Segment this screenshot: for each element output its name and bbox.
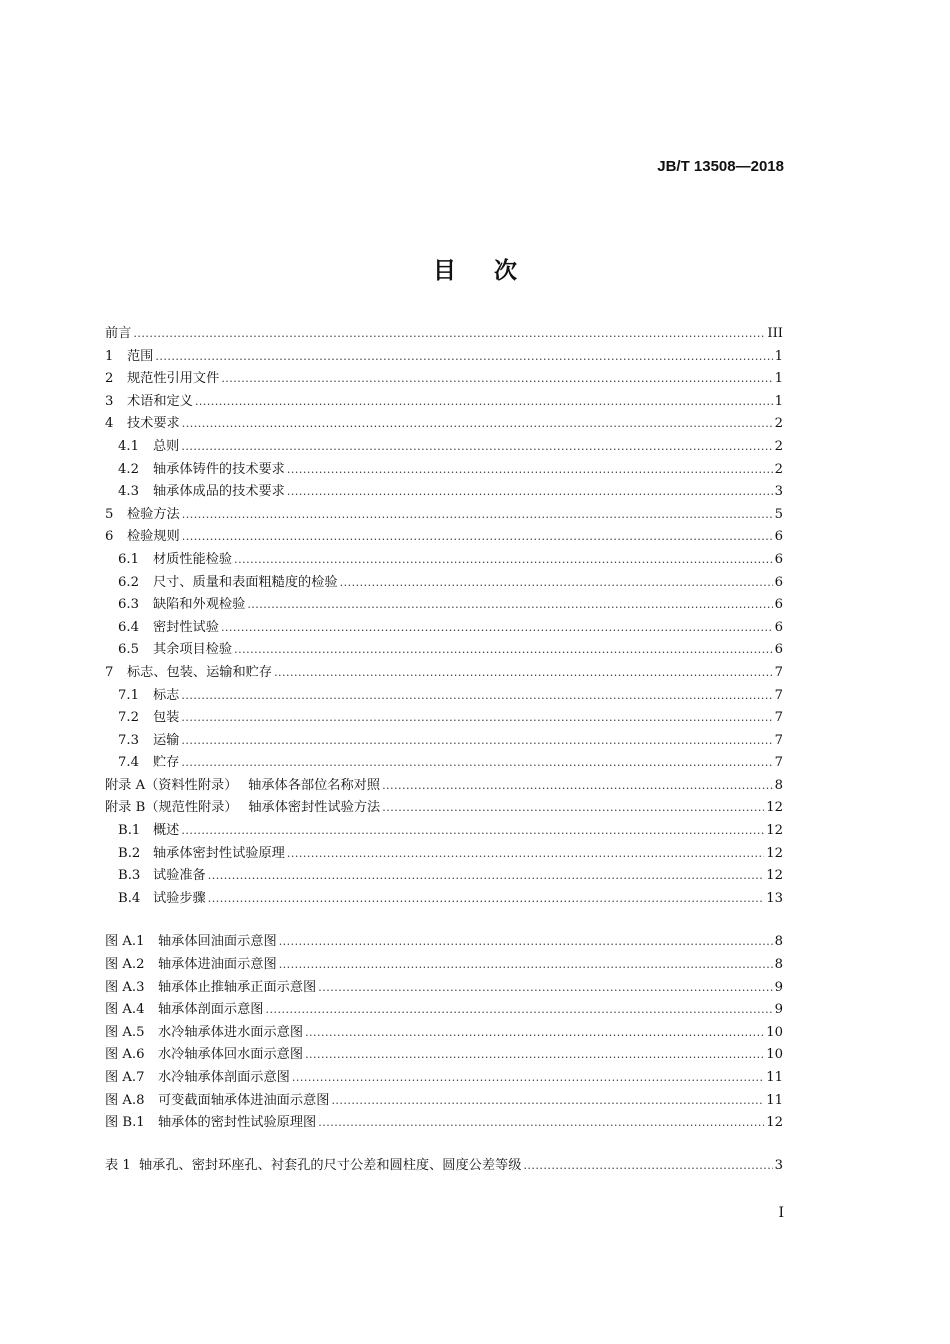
toc-entry-title: 尺寸、质量和表面粗糙度的检验: [153, 574, 338, 590]
dot-leader: [274, 662, 773, 685]
toc-entry-title: 标志、包装、运输和贮存: [127, 664, 273, 680]
toc-entry-title: 轴承体铸件的技术要求: [153, 461, 285, 477]
toc-entry-number: B.2: [118, 845, 141, 861]
dot-leader: [305, 1022, 764, 1045]
toc-entry-number: 6.1: [118, 551, 139, 567]
figures-entry[interactable]: [105, 1067, 783, 1090]
figures-entry[interactable]: [105, 1044, 783, 1067]
toc-entry-number: 6: [105, 529, 114, 545]
toc-entry[interactable]: [105, 368, 783, 391]
dot-leader: [523, 1155, 772, 1178]
figures-entry-page: 10: [766, 1024, 783, 1040]
figures-entry-page: 12: [766, 1115, 783, 1131]
toc-entry-page: 2: [774, 438, 783, 454]
toc-entry-page: 6: [774, 642, 783, 658]
toc-entry-page: 7: [774, 755, 783, 771]
figures-entry-page: 8: [774, 957, 783, 973]
figures-entry-title: 可变截面轴承体进油面示意图: [158, 1092, 330, 1108]
toc-entry[interactable]: [105, 685, 783, 708]
toc-entry[interactable]: [105, 481, 783, 504]
toc-entry-number: B.1: [118, 823, 141, 839]
toc-entry[interactable]: [105, 865, 783, 888]
toc-entry[interactable]: [105, 797, 783, 820]
dot-leader: [221, 368, 772, 391]
toc-entry-page: 1: [774, 393, 783, 409]
toc-entry-number: 1: [105, 348, 114, 364]
toc-entry-number: 4: [105, 416, 114, 432]
toc-entry-title: 概述: [153, 823, 180, 839]
toc-entry-page: 7: [774, 710, 783, 726]
toc-entry-number: 4.2: [118, 461, 139, 477]
toc-entry[interactable]: [105, 639, 783, 662]
toc-entry-title: 技术要求: [127, 416, 180, 432]
toc-entry-title: 附录 B（规范性附录） 轴承体密封性试验方法: [105, 800, 381, 816]
dot-leader: [318, 1112, 764, 1135]
toc-entry-number: 7: [105, 664, 114, 680]
toc-entry[interactable]: [105, 549, 783, 572]
figures-entry[interactable]: [105, 954, 783, 977]
standard-number: JB/T 13508—2018: [657, 158, 784, 175]
toc-entry-title: 轴承体密封性试验原理: [153, 845, 285, 861]
toc-entry-page: 12: [766, 845, 783, 861]
toc-entry-number: 6.3: [118, 597, 139, 613]
dot-leader: [287, 481, 773, 504]
figures-entry-number: 图 A.6: [105, 1047, 145, 1063]
toc-entry[interactable]: [105, 526, 783, 549]
toc-entry[interactable]: [105, 707, 783, 730]
dot-leader: [133, 323, 765, 346]
figures-entry-number: 图 A.1: [105, 934, 145, 950]
tables-entry-title: 轴承孔、密封环座孔、衬套孔的尺寸公差和圆柱度、圆度公差等级: [139, 1157, 522, 1173]
toc-entry-page: 7: [774, 732, 783, 748]
toc-entry-number: 2: [105, 371, 114, 387]
page-title: 目次: [433, 258, 555, 284]
dot-leader: [195, 391, 773, 414]
toc-entry-page: 2: [774, 416, 783, 432]
figures-entry-number: 图 B.1: [105, 1115, 145, 1131]
dot-leader: [181, 685, 772, 708]
toc-entry-page: 7: [774, 687, 783, 703]
dot-leader: [181, 707, 772, 730]
dot-leader: [181, 730, 772, 753]
tables-entry-page: 3: [774, 1157, 783, 1173]
toc-entry[interactable]: [105, 413, 783, 436]
toc-entry-title: 总则: [153, 438, 180, 454]
figures-entry[interactable]: [105, 977, 783, 1000]
toc-entry-title: 轴承体成品的技术要求: [153, 484, 285, 500]
figures-entry-title: 轴承体进油面示意图: [158, 957, 277, 973]
toc-entry[interactable]: [105, 391, 783, 414]
tables-entry[interactable]: [105, 1155, 783, 1178]
figures-entry-number: 图 A.8: [105, 1092, 145, 1108]
toc-entry-number: 3: [105, 393, 114, 409]
figures-entry-title: 水冷轴承体剖面示意图: [158, 1070, 290, 1085]
figures-entry-number: 图 A.7: [105, 1070, 145, 1085]
toc-entry-page: 12: [766, 823, 783, 839]
toc-entry-number: 7.4: [118, 755, 139, 771]
toc-entry[interactable]: [105, 775, 783, 798]
figures-entry[interactable]: [105, 1090, 783, 1113]
dot-leader: [181, 436, 772, 459]
figures-entry[interactable]: [105, 1022, 783, 1045]
toc-entry[interactable]: [105, 617, 783, 640]
dot-leader: [279, 931, 773, 954]
figures-entry-page: 9: [774, 979, 783, 995]
toc-entry[interactable]: [105, 594, 783, 617]
figures-entry[interactable]: [105, 1112, 783, 1135]
toc-entry[interactable]: [105, 888, 783, 911]
toc-entry-title: 其余项目检验: [153, 642, 233, 658]
toc-entry-number: 7.3: [118, 732, 139, 748]
dot-leader: [279, 954, 773, 977]
toc-entry-page: 2: [774, 461, 783, 477]
toc-entry-page: 1: [774, 371, 783, 387]
toc-entry-page: 12: [766, 800, 783, 816]
toc-entry-number: 7.1: [118, 687, 139, 703]
dot-leader: [247, 594, 772, 617]
tables-entry-number: 表 1: [105, 1157, 131, 1173]
toc-entry-page: 5: [774, 506, 783, 522]
dot-leader: [155, 346, 772, 369]
toc-entry-page: III: [767, 326, 783, 341]
toc-entry-title: 范围: [127, 348, 154, 364]
toc-entry[interactable]: [105, 323, 783, 346]
figures-entry-number: 图 A.4: [105, 1002, 145, 1018]
dot-leader: [182, 504, 773, 527]
figures-entry-title: 水冷轴承体进水面示意图: [158, 1024, 304, 1040]
dot-leader: [208, 865, 764, 888]
dot-leader: [181, 752, 772, 775]
dot-leader: [182, 526, 773, 549]
dot-leader: [266, 999, 773, 1022]
toc-entry-page: 7: [774, 664, 783, 680]
toc-entry-page: 3: [774, 484, 783, 500]
toc-entry[interactable]: [105, 820, 783, 843]
toc-entry-number: B.3: [118, 868, 141, 884]
toc-entry-number: 4.1: [118, 438, 139, 454]
toc-entry-page: 1: [774, 348, 783, 364]
toc-entry-number: 4.3: [118, 484, 139, 500]
toc-entry-number: 7.2: [118, 710, 139, 726]
toc-entry[interactable]: [105, 662, 783, 685]
dot-leader: [382, 775, 773, 798]
toc-entry[interactable]: [105, 504, 783, 527]
dot-leader: [234, 639, 772, 662]
dot-leader: [340, 572, 773, 595]
dot-leader: [287, 843, 764, 866]
toc-entry[interactable]: [105, 436, 783, 459]
figures-entry-page: 10: [766, 1047, 783, 1063]
dot-leader: [182, 413, 773, 436]
figures-entry-title: 轴承体回油面示意图: [158, 934, 277, 950]
toc-entry-number: B.4: [118, 890, 141, 906]
figures-entry-title: 轴承体剖面示意图: [158, 1002, 264, 1018]
toc-entry-number: 6.4: [118, 619, 139, 635]
dot-leader: [181, 820, 764, 843]
toc-entry-number: 5: [105, 506, 114, 522]
toc-entry-number: 6.5: [118, 642, 139, 658]
toc-entry-page: 12: [766, 868, 783, 884]
toc-entry-title: 试验步骤: [153, 890, 206, 906]
toc-entry-title: 缺陷和外观检验: [153, 597, 246, 613]
toc-entry-page: 13: [766, 890, 783, 906]
toc-entry-title: 材质性能检验: [153, 551, 233, 567]
toc-entry-title: 贮存: [153, 755, 180, 771]
section-spacer: [105, 910, 783, 931]
figures-entry-number: 图 A.3: [105, 979, 145, 995]
table-of-contents: [105, 323, 783, 1177]
toc-entry-page: 6: [774, 597, 783, 613]
dot-leader: [287, 459, 773, 482]
toc-entry-title: 运输: [153, 732, 180, 748]
dot-leader: [208, 888, 764, 911]
toc-entry[interactable]: [105, 730, 783, 753]
page-number: I: [778, 1205, 784, 1221]
toc-entry-title: 规范性引用文件: [127, 371, 220, 387]
toc-entry[interactable]: [105, 572, 783, 595]
toc-entry-page: 6: [774, 619, 783, 635]
dot-leader: [234, 549, 772, 572]
dot-leader: [318, 977, 772, 1000]
toc-entry[interactable]: [105, 459, 783, 482]
toc-entry-title: 包装: [153, 710, 180, 726]
figures-entry-number: 图 A.2: [105, 957, 145, 973]
figures-entry-number: 图 A.5: [105, 1024, 145, 1040]
toc-entry[interactable]: [105, 843, 783, 866]
toc-entry[interactable]: [105, 752, 783, 775]
toc-entry-number: 6.2: [118, 574, 139, 590]
figures-entry-title: 水冷轴承体回水面示意图: [158, 1047, 304, 1063]
toc-entry-title: 附录 A（资料性附录） 轴承体各部位名称对照: [105, 777, 381, 793]
figures-entry-page: 11: [766, 1092, 783, 1108]
toc-entry-page: 6: [774, 551, 783, 567]
dot-leader: [305, 1044, 764, 1067]
figures-entry-page: 8: [774, 934, 783, 950]
toc-entry-title: 前言: [105, 326, 132, 341]
toc-entry-page: 6: [774, 574, 783, 590]
toc-entry-title: 标志: [153, 687, 180, 703]
dot-leader: [382, 797, 764, 820]
toc-entry-title: 密封性试验: [153, 619, 219, 635]
toc-entry-title: 检验方法: [127, 506, 180, 522]
figures-entry-page: 11: [766, 1070, 783, 1085]
figures-entry-page: 9: [774, 1002, 783, 1018]
toc-entry[interactable]: [105, 346, 783, 369]
figures-entry[interactable]: [105, 931, 783, 954]
figures-entry-title: 轴承体的密封性试验原理图: [158, 1115, 317, 1131]
dot-leader: [292, 1067, 764, 1090]
figures-entry[interactable]: [105, 999, 783, 1022]
toc-entry-title: 试验准备: [153, 868, 206, 884]
figures-entry-title: 轴承体止推轴承正面示意图: [158, 979, 317, 995]
dot-leader: [331, 1090, 764, 1113]
section-spacer: [105, 1135, 783, 1155]
dot-leader: [221, 617, 773, 640]
toc-entry-title: 检验规则: [127, 529, 180, 545]
toc-entry-page: 6: [774, 529, 783, 545]
toc-entry-title: 术语和定义: [127, 393, 193, 409]
toc-entry-page: 8: [774, 777, 783, 793]
